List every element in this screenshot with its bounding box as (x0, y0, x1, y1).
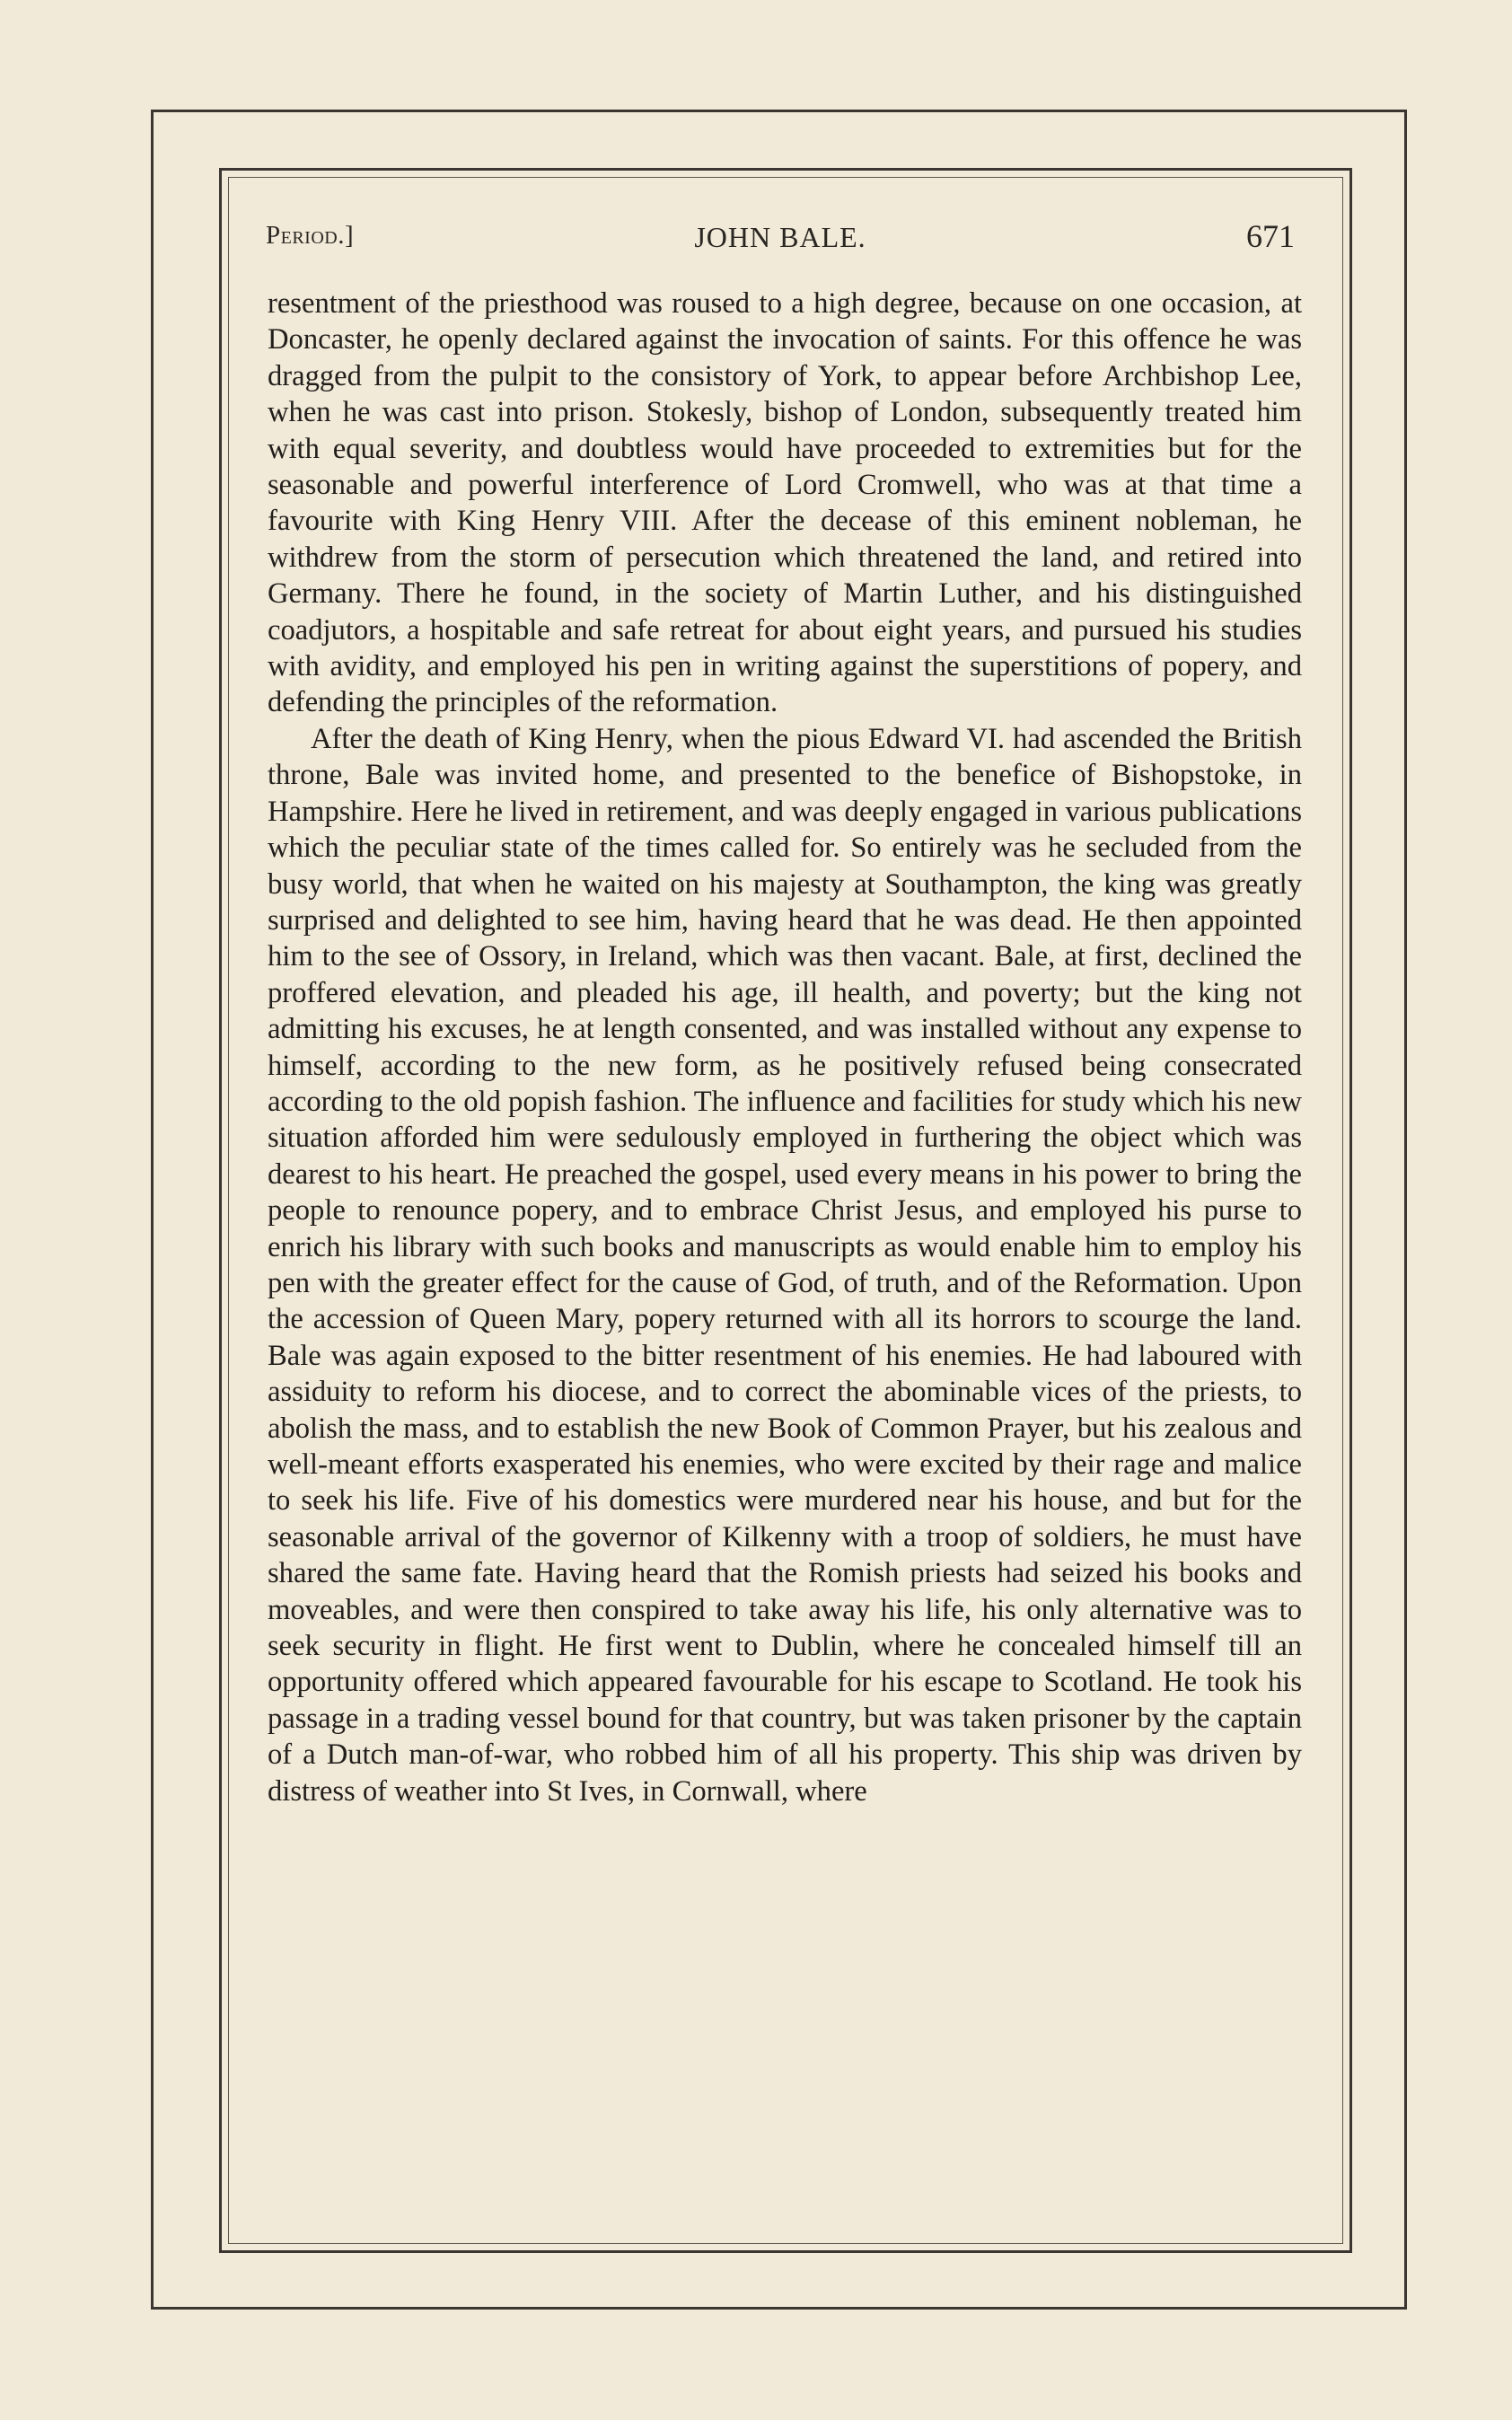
body-text (268, 286, 1302, 1809)
header-title: JOHN BALE. (694, 221, 866, 253)
page-number: 671 (1246, 218, 1295, 254)
header-section-label: Period.] (266, 221, 355, 250)
paragraph-2: After the death of King Henry, when the pious Edward VI. had ascended the British throne, Bale was invited home, and presented to the benefice of Bishopstoke, in Hampshire. Here he lived in retirement, and was deeply engaged in various publications which the peculiar state of the times called for. So entirely was he secluded from the busy world, that when he waited on his majesty at Southampton, the king was greatly surprised and delighted to see him, having heard that he was dead. He then appointed him to the see of Ossory, in Ireland, which was then vacant. Bale, at first, declined the proffered elevation, and pleaded his age, ill health, and poverty; but the king not admitting his excuses, he at length consented, and was installed without any expense to himself, according to the new form, as he positively refused being consecrated according to the old popish fashion. The influence and facilities for study which his new situation afforded him were sedulously employed in furthering the object which was dearest to his heart. He preached the gospel, used every means in his power to bring the people to renounce popery, and to embrace Christ Jesus, and employed his purse to enrich his library with such books and manuscripts as would enable him to employ his pen with the greater effect for the cause of God, of truth, and of the Reformation. Upon the accession of Queen Mary, popery returned with all its horrors to scourge the land. Bale was again exposed to the bitter resentment of his enemies. He had laboured with assiduity to reform his diocese, and to correct the abominable vices of the priests, to abolish the mass, and to establish the new Book of Common Prayer, but his zealous and well-meant efforts exasperated his enemies, who were excited by their rage and malice to seek his life. Five of his domestics were murdered near his house, and but for the seasonable arrival of the governor of Kilkenny with a troop of soldiers, he must have shared the same fate. Having heard that the Romish priests had seized his books and moveables, and were then conspired to take away his life, his only alternative was to seek security in flight. He first went to Dublin, where he concealed himself till an opportunity offered which appeared favourable for his escape to Scotland. He took his passage in a trading vessel bound for that country, but was taken prisoner by the captain of a Dutch man-of-war, who robbed him of all his property. This ship was driven by distress of weather into St Ives, in Cornwall, where (268, 722, 1302, 1808)
paragraph-1: resentment of the priesthood was roused to a high degree, because on one occasion, at Doncaster, he openly declared against the invocation of saints. For this offence he was dragged from the pulpit to the consistory of York, to appear before Archbishop Lee, when he was cast into prison. Stokesly, bishop of London, subsequently treated him with equal severity, and doubtless would have proceeded to extremities but for the seasonable and powerful interference of Lord Cromwell, who was at that time a favourite with King Henry VIII. After the decease of this eminent nobleman, he withdrew from the storm of persecution which threatened the land, and retired into Germany. There he found, in the society of Martin Luther, and his distinguished coadjutors, a hospitable and safe retreat for about eight years, and pursued his studies with avidity, and employed his pen in writing against the superstitions of popery, and defending the principles of the reformation. (268, 287, 1302, 719)
running-header (266, 217, 1295, 262)
